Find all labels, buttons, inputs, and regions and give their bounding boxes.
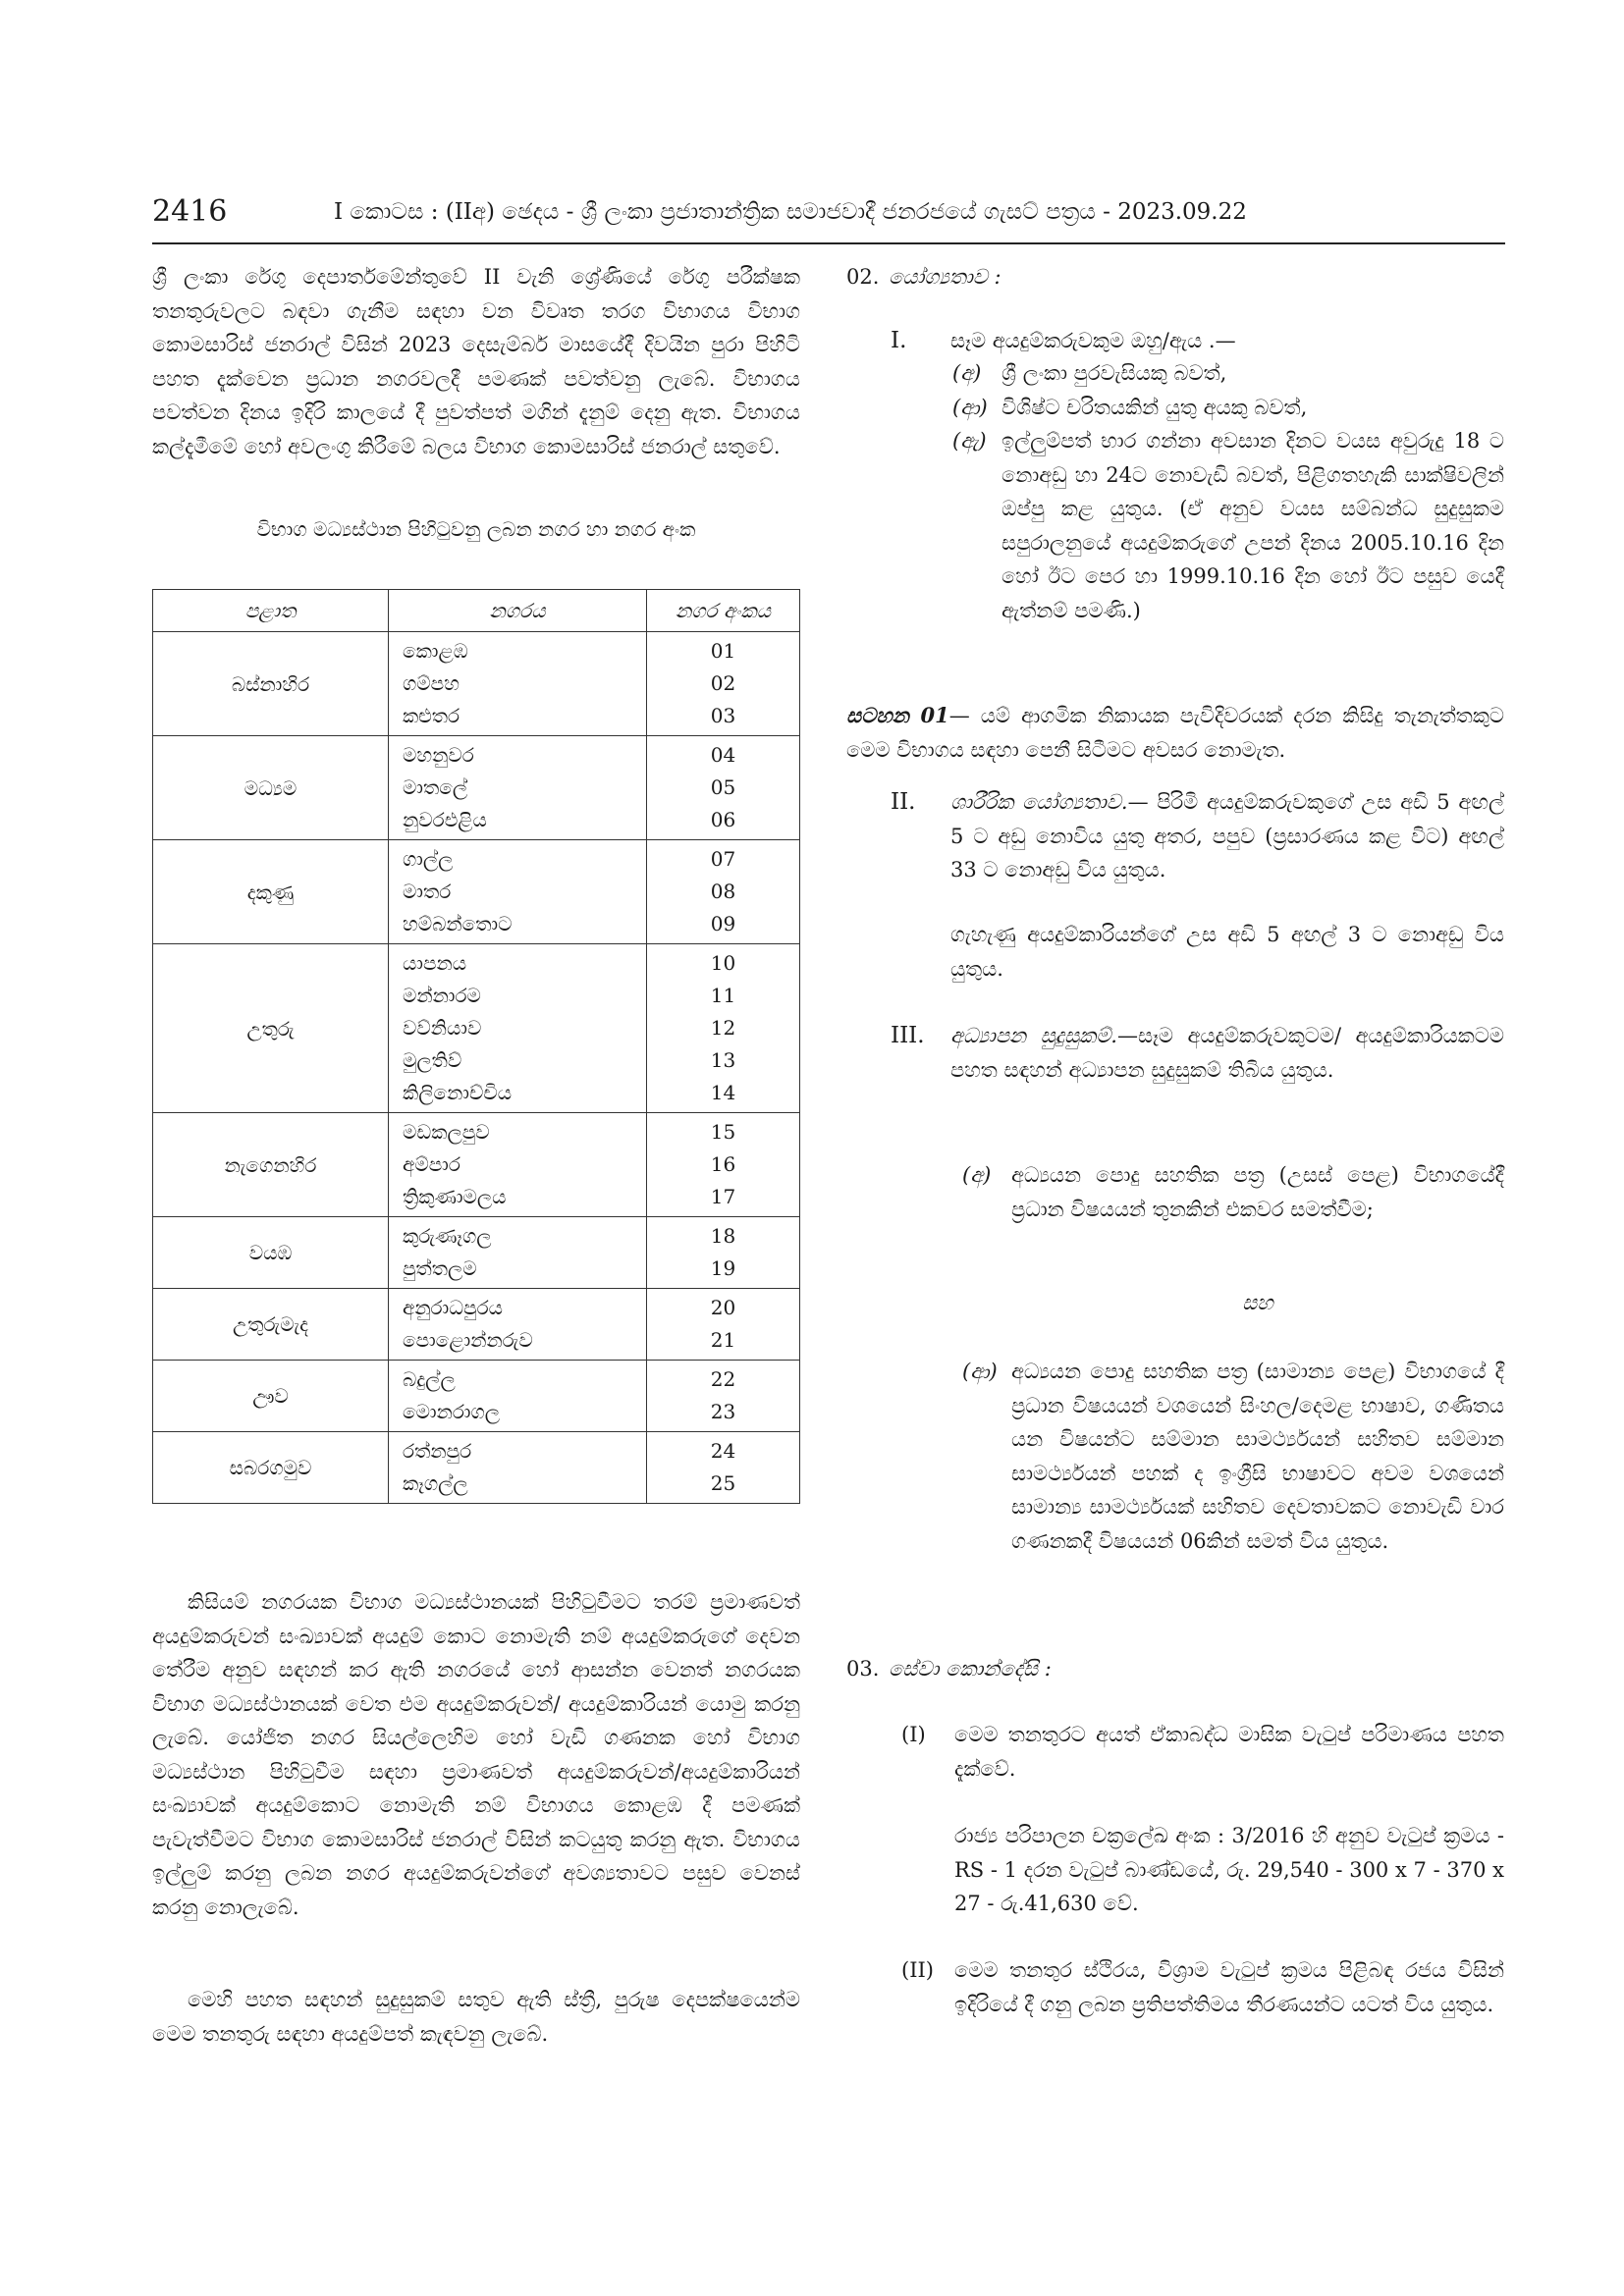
province-cell: උතුරු — [153, 944, 389, 1113]
city-name: කෑගල්ල — [403, 1471, 468, 1495]
table-row — [153, 1432, 800, 1504]
header-rule — [152, 242, 1505, 244]
city-name: හම්බන්තොට — [403, 912, 513, 935]
city-code: 08 — [710, 880, 736, 903]
col-city: නගරය — [389, 590, 647, 632]
city-name: බදුල්ල — [403, 1367, 456, 1391]
condition-1-salary: රාජ්‍ය පරිපාලන චක්‍රලේඛ අංක : 3/2016 හි අනුව වැටුප් ක්‍රමය - RS - 1 දරන වැටුප් බාණ්ඩයේ, රු. 29,540 - 300 x 7 - 370 x 27 - රු.41,630 වේ. — [954, 1824, 1504, 1915]
note-01-text: — යම් ආගමික නිකායක පැවිදිවරයක් දරන කිසිදු තැනැත්තකුට මෙම විභාගය සඳහා පෙනී සිටීමට අවසර නොමැත. — [846, 704, 1505, 762]
table-row — [153, 632, 800, 736]
city-name: කොළඹ — [403, 639, 468, 663]
allocation-paragraph: කිසියම් නගරයක විභාග මධ්‍යස්ථානයක් පිහිටුවීමට තරම් ප්‍රමාණවත් අයදුම්කරුවන් සංඛ්‍යාවක් අයදුම් කොට නොමැති නම් අයදුම්කරුගේ දෙවන තේරීම අනුව සඳහන් කර ඇති නගරයේ හෝ ආසන්න වෙනත් නගරයක විභාග මධ්‍යස්ථානයක් වෙත එම අයදුම්කරුවන්/ අයදුම්කාරියන් යොමු කරනු ලැබේ. යෝජිත නගර සියල්ලෙහිම හෝ වැඩි ගණනක හෝ විභාග මධ්‍යස්ථාන පිහිටුවීම සඳහා ප්‍රමාණවත් අයදුම්කරුවන්/අයදුම්කාරියන් සංඛ්‍යාවක් අයදුම්කොට නොමැති නම් විභාගය කොළඹ දී පමණක් පැවැත්වීමට විභාග කොමසාරිස් ජනරාල් විසින් කටයුතු කරනු ඇත. විභාගය ඉල්ලුම් කරනු ලබන නගර අයදුම්කරුවන්ගේ අවශ්‍යතාවට පසුව වෙනස් කරනු නොලැබේ. — [152, 1590, 800, 1919]
city-code: 16 — [710, 1152, 736, 1176]
page-number: 2416 — [152, 194, 228, 229]
city-code: 04 — [710, 743, 736, 767]
city-code: 13 — [710, 1048, 736, 1072]
item-iii-body: —සෑම අයදුම්කරුවකුටම/ අයදුම්කාරියකටම පහත සඳහන් අධ්‍යාපන සුදුසුකම් තිබිය යුතුය. — [950, 1024, 1504, 1082]
code-cell — [647, 944, 800, 1113]
item-i-ae-label: (ඇ) — [952, 429, 987, 453]
section-02-number: 02. — [846, 265, 880, 289]
item-iii-aa-label: (ආ) — [962, 1360, 998, 1383]
item-i-lead: සෑම අයදුම්කරුවකුම ඔහු/ඇය .— — [950, 329, 1236, 352]
intro-paragraph: ශ්‍රී ලංකා රේගු දෙපාර්තමේන්තුවේ II වැනි ශ්‍රේණියේ රේගු පරීක්ෂක තනතුරුවලට බඳවා ගැනීම සඳහා වන විවෘත තරග විභාගය විභාග කොමසාරිස් ජනරාල් විසින් 2023 දෙසැම්බර් මාසයේදී දිවයින පුරා පිහිටි පහත දැක්වෙන ප්‍රධාන නගරවලදී පමණක් පවත්වනු ලැබේ. විභාගය පවත්වන දිනය ඉදිරි කාලයේ දී පුවත්පත් මගින් දැනුම් දෙනු ඇත. විභාගය කල්දැමීමේ හෝ අවලංගු කිරීමේ බලය විභාග කොමසාරිස් ජනරාල් සතුවේ. — [152, 265, 800, 458]
exam-centres-table — [152, 589, 800, 1504]
city-name: මුලතිව් — [403, 1048, 462, 1072]
item-ii-text-2: ගැහැණු අයදුම්කාරියන්ගේ උස අඩි 5 අඟල් 3 ට නොඅඩු විය යුතුය. — [950, 923, 1504, 981]
city-name: ගාල්ල — [403, 847, 454, 871]
city-cell — [389, 632, 647, 736]
city-name: කළුතර — [403, 704, 460, 727]
condition-2-label: (II) — [901, 1958, 934, 1982]
note-01 — [846, 699, 1504, 767]
city-name: වව්නියාව — [403, 1016, 482, 1040]
item-ii-number: II. — [891, 789, 916, 815]
table-row — [153, 1113, 800, 1217]
condition-2-text: මෙම තනතුර ස්ථිරය, විශ්‍රාම වැටුප් ක්‍රමය පිළිබඳ රජය විසින් ඉදිරියේ දී ගනු ලබන ප්‍රතිපත්තිමය තීරණයන්ට යටත් විය යුතුය. — [954, 1958, 1504, 2016]
city-name: කුරුණෑගල — [403, 1224, 492, 1248]
city-name: පොළොන්නරුව — [403, 1328, 533, 1352]
conjunction-saha: සහ — [1242, 1291, 1273, 1314]
code-cell — [647, 1432, 800, 1504]
col-province: පළාත — [153, 590, 389, 632]
item-iii-a-label: (අ) — [962, 1163, 992, 1187]
item-i-aa-label: (ආ) — [952, 396, 988, 419]
section-02-title: යෝග්‍යතාව : — [889, 265, 1001, 289]
city-code: 09 — [710, 912, 736, 935]
section-03-number: 03. — [846, 1657, 880, 1681]
item-i-a-text: ශ්‍රී ලංකා පුරවැසියකු බවත්, — [1001, 361, 1227, 385]
province-cell: නැගෙනහිර — [153, 1113, 389, 1217]
city-code: 17 — [710, 1185, 736, 1208]
item-i-number: I. — [891, 328, 907, 353]
city-code: 24 — [710, 1439, 736, 1463]
item-ii-text — [950, 785, 1504, 887]
running-head: I කොටස : (IIඅ) ඡෙදය - ශ්‍රී ලංකා ප්‍රජාතාන්ත්‍රික සමාජවාදී ජනරජයේ ගැසට් පත්‍රය - 2023.09.22 — [334, 199, 1247, 225]
code-cell — [647, 1113, 800, 1217]
item-iii-title: අධ්‍යාපන සුදුසුකම්. — [950, 1024, 1117, 1047]
province-cell: වයඹ — [153, 1217, 389, 1289]
city-name: මාතර — [403, 880, 452, 903]
city-name: ගම්පහ — [403, 671, 460, 695]
province-cell: සබරගමුව — [153, 1432, 389, 1504]
city-name: මන්නාරම — [403, 984, 481, 1007]
table-body — [153, 632, 800, 1504]
item-ii-body: — පිරිමි අයදුම්කරුවකුගේ උස අඩි 5 අඟල් 5 ට අඩු නොවිය යුතු අතර, පපුව (ප්‍රසාරණය කළ විට) අඟල් 33 ට නොඅඩු විය යුතුය. — [950, 790, 1505, 881]
item-i-aa-text: විශිෂ්ට චරිතයකින් යුතු අයකු බවත්, — [1001, 396, 1308, 419]
city-name: යාපනය — [403, 951, 467, 975]
city-code: 18 — [710, 1224, 736, 1248]
city-cell — [389, 1217, 647, 1289]
section-03-title: සේවා කොන්දේසි : — [889, 1657, 1052, 1681]
city-code: 22 — [710, 1367, 736, 1391]
city-name: කිලිනොච්චිය — [403, 1081, 513, 1104]
city-code: 21 — [710, 1328, 736, 1352]
table-row — [153, 1217, 800, 1289]
city-name: මොනරාගල — [403, 1400, 501, 1423]
city-code: 25 — [710, 1471, 736, 1495]
item-ii-title: ශාරීරික යෝග්‍යතාව. — [950, 790, 1128, 814]
code-cell — [647, 1289, 800, 1361]
city-cell — [389, 840, 647, 944]
city-name: මඩකලපුව — [403, 1120, 490, 1144]
table-row — [153, 1361, 800, 1432]
province-cell: බස්නාහිර — [153, 632, 389, 736]
city-code: 12 — [710, 1016, 736, 1040]
city-cell — [389, 1289, 647, 1361]
item-i-ae-text: ඉල්ලුම්පත් භාර ගන්නා අවසාන දිනට වයස අවුරුදු 18 ට නොඅඩු හා 24ට නොවැඩි බවත්, පිළිගතහැකි සාක්ෂිවලින් ඔප්පු කළ යුතුය. (ඒ අනුව වයස සම්බන්ධ සුදුසුකම සපුරාලනුයේ අයදුම්කරුගේ උපන් දිනය 2005.10.16 දින හෝ ඊට පෙර හා 1999.10.16 දින හෝ ඊට පසුව යෙදී ඇත්නම් පමණි.) — [1001, 429, 1504, 622]
note-01-label: සටහන 01 — [846, 703, 949, 727]
code-cell — [647, 632, 800, 736]
city-name: අම්පාර — [403, 1152, 460, 1176]
city-code: 02 — [710, 671, 736, 695]
eligibility-invite-paragraph: මෙහි පහත සඳහන් සුදුසුකම් සතුව ඇති ස්ත්‍රී, පුරුෂ දෙපක්ෂයෙන්ම මෙම තනතුරු සඳහා අයදුම්පත් කැඳවනු ලැබේ. — [152, 1988, 800, 2046]
city-code: 19 — [710, 1256, 736, 1280]
city-cell — [389, 1361, 647, 1432]
city-code: 06 — [710, 808, 736, 831]
condition-1-label: (I) — [901, 1723, 926, 1746]
province-cell: දකුණු — [153, 840, 389, 944]
city-code: 05 — [710, 775, 736, 799]
table-row — [153, 1289, 800, 1361]
code-cell — [647, 840, 800, 944]
city-name: ත්‍රිකුණාමලය — [403, 1185, 507, 1208]
city-name: රත්නපුර — [403, 1439, 472, 1463]
city-code: 07 — [710, 847, 736, 871]
col-code: නගර අංකය — [647, 590, 800, 632]
city-code: 14 — [710, 1081, 736, 1104]
province-cell: උතුරුමැද — [153, 1289, 389, 1361]
city-code: 20 — [710, 1296, 736, 1319]
code-cell — [647, 736, 800, 840]
item-iii-aa-text: අධ්‍යයන පොදු සහතික පත්‍ර (සාමාන්‍ය පෙළ) විභාගයේ දී ප්‍රධාන විෂයයන් වශයෙන් සිංහල/දෙමළ භාෂාව, ගණිතය යන විෂයන්ට සම්මාන සාමර්ථ්‍යයන් සහිතව සම්මාන සාමර්ථ්‍යයන් පහක් ද ඉංග්‍රීසි භාෂාවට අවම වශයෙන් සාමාන්‍ය සාමර්ථ්‍යයක් සහිතව දෙවතාවකට නොවැඩි වාර ගණනකදී විෂයයන් 06කින් සමත් විය යුතුය. — [1011, 1360, 1504, 1553]
city-cell — [389, 1113, 647, 1217]
code-cell — [647, 1217, 800, 1289]
city-cell — [389, 736, 647, 840]
city-code: 01 — [710, 639, 736, 663]
city-code: 11 — [710, 984, 736, 1007]
city-code: 03 — [710, 704, 736, 727]
city-code: 15 — [710, 1120, 736, 1144]
city-code: 10 — [710, 951, 736, 975]
province-cell: ඌව — [153, 1361, 389, 1432]
item-iii-text — [950, 1019, 1504, 1087]
item-iii-a-text: අධ්‍යයන පොදු සහතික පත්‍ර (උසස් පෙළ) විභාගයේදී ප්‍රධාන විෂයයන් තුනකින් එකවර සමත්වීම; — [1011, 1163, 1504, 1221]
table-row — [153, 736, 800, 840]
table-row — [153, 944, 800, 1113]
table-caption: විභාග මධ්‍යස්ථාන පිහිටුවනු ලබන නගර හා නගර අංක — [256, 517, 696, 541]
item-i-a-label: (අ) — [952, 361, 982, 385]
city-cell — [389, 944, 647, 1113]
province-cell: මධ්‍යම — [153, 736, 389, 840]
code-cell — [647, 1361, 800, 1432]
condition-1-text: මෙම තනතුරට අයත් ඒකාබද්ධ මාසික වැටුප් පරිමාණය පහත දැක්වේ. — [954, 1723, 1504, 1781]
city-name: නුවරඑළිය — [403, 808, 487, 831]
city-name: මාතලේ — [403, 775, 468, 799]
table-row — [153, 840, 800, 944]
item-iii-number: III. — [891, 1023, 925, 1048]
city-name: පුත්තලම — [403, 1256, 477, 1280]
city-name: අනුරාධපුරය — [403, 1296, 504, 1319]
city-code: 23 — [710, 1400, 736, 1423]
city-cell — [389, 1432, 647, 1504]
city-name: මහනුවර — [403, 743, 474, 767]
table-header-row — [153, 590, 800, 632]
